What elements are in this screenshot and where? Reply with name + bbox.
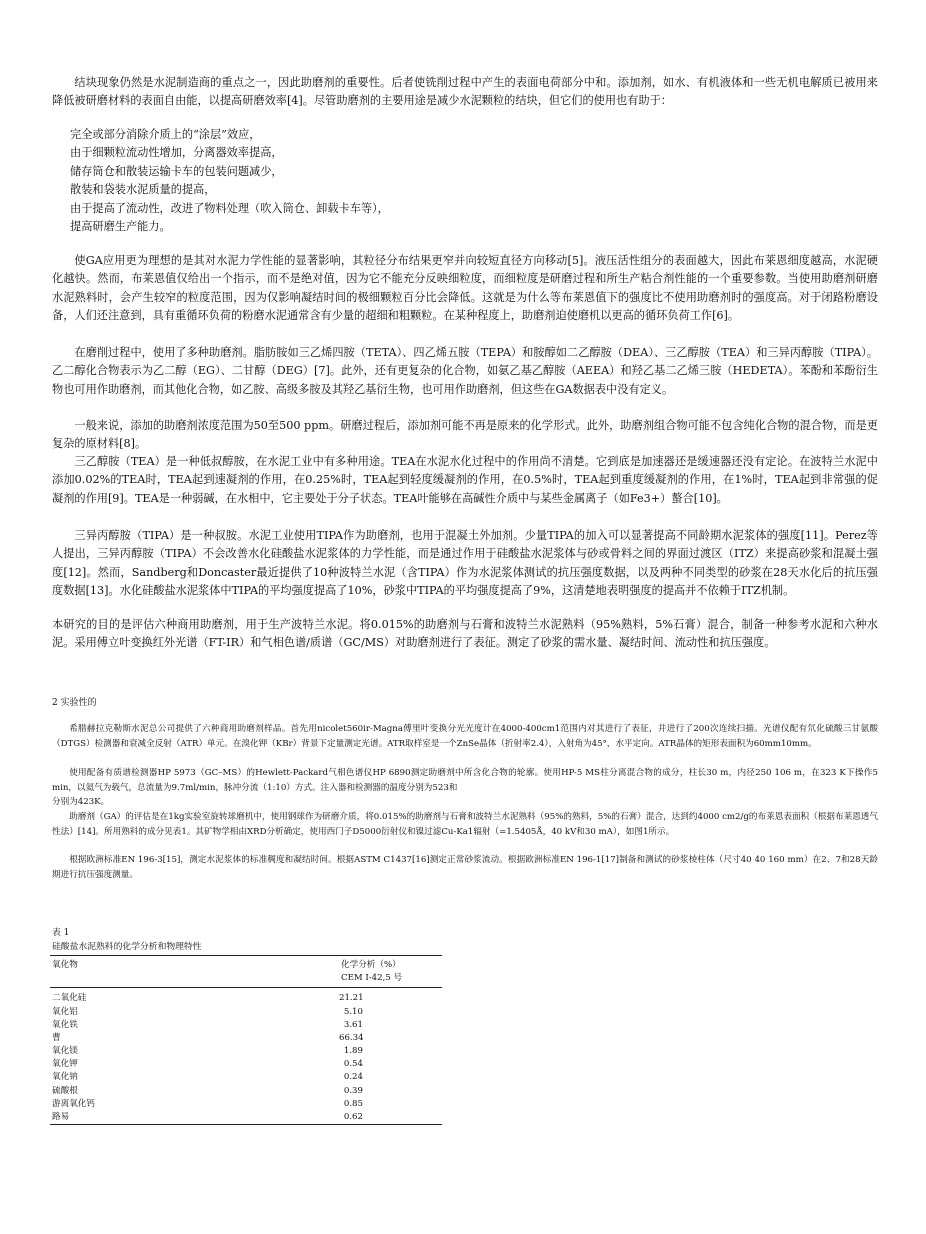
- table-cell-value-text: 3.61: [343, 1019, 363, 1030]
- intro-paragraph-6: 三异丙醇胺（TIPA）是一种叔胺。水泥工业使用TIPA作为助磨剂，也用于混凝土外加剂。少量TIPA的加入可以显著提高不同龄期水泥浆体的强度[11]。Perez等人提出，三异丙醇胺（TIPA）不会改善水化硅酸盐水泥浆体的力学性能，而是通过作用于硅酸盐水泥浆体与砂或骨料之间的界面过渡区（ITZ）来提高砂浆和混凝土强度[12]。然而，Sandberg和Doncaster最近提供了10种波特兰水泥（含TIPA）作为水泥浆体测试的抗压强度数据，以及两种不同类型的砂浆在28天水化后的抗压强度数据[13]。水化硅酸盐水泥浆体中TIPA的平均强度提高了10%，砂浆中TIPA的平均强度提高了9%，这清楚地表明强度的提高并不依赖于ITZ机制。: [52, 529, 878, 598]
- section-2-paragraph-2: 使用配备有质谱检测器HP 5973（GC–MS）的Hewlett-Packard气相色谱仪HP 6890测定助磨剂中所含化合物的轮廓。使用HP-5 MS柱分离混合物的成分，柱长30 m，内径250 106 m，在323 K下操作5 min，以氦气为载气，总流量为9.7ml/min，脉冲分流（1:10）方式。注入器和检测器的温度分别为523和: [52, 768, 878, 793]
- table-row: [50, 988, 442, 1006]
- table-cell-value-text: 0.39: [343, 1085, 363, 1096]
- table-cell-value-text: 0.85: [343, 1098, 363, 1109]
- table-cell-oxide: 氧化铝: [52, 1006, 78, 1017]
- table-cell-value: [339, 1098, 442, 1111]
- table-row: [50, 1005, 442, 1018]
- table-cell-oxide: 氧化钾: [52, 1059, 78, 1070]
- table-label: 表 1: [52, 928, 70, 938]
- table-header-analysis-line-1: 化学分析（%）: [341, 960, 401, 970]
- table-cell-value: [339, 1058, 442, 1071]
- table-cell-oxide: 氧化铁: [52, 1019, 78, 1030]
- benefits-list-item: 提高研磨生产能力。: [70, 220, 171, 234]
- table-header-analysis-line-2: CEM I-42,5 号: [341, 972, 403, 983]
- benefits-list-item: 储存筒仓和散装运输卡车的包装问题减少，: [70, 164, 283, 178]
- table-header-oxide: 氧化物: [50, 956, 339, 988]
- table-cell-oxide: 二氧化硅: [52, 993, 87, 1004]
- section-2-paragraph-2-continued: 分别为423K。: [52, 797, 110, 807]
- table-cell-value: [339, 1045, 442, 1058]
- table-cell-value-text: 5.10: [343, 1006, 363, 1017]
- table-cell-oxide: 氧化镁: [52, 1046, 78, 1057]
- section-2-title: 2 实验性的: [52, 698, 97, 708]
- table-row: [50, 1058, 442, 1071]
- table-cell-value: [339, 1032, 442, 1045]
- section-2-paragraph-3: 助磨剂（GA）的评估是在1kg实验室旋转球磨机中，使用钢球作为研磨介质，将0.015%的助磨剂与石膏和波特兰水泥熟料（95%的熟料，5%的石膏）混合，达到约4000 cm2/g的布莱恩表面积（根据布莱恩透气性法）[14]。所用熟料的成分见表1。其矿物学相由XRD分析确定，使用西门子D5000衍射仪和镍过滤Cu-Ka1辐射（=1.5405Å，40 kV和30 mA），如图1所示。: [52, 812, 878, 837]
- table-cell-oxide: 曹: [52, 1032, 61, 1043]
- intro-paragraph-3: 在磨削过程中，使用了多种助磨剂。脂肪胺如三乙烯四胺（TETA）、四乙烯五胺（TEPA）和胺醇如二乙醇胺（DEA）、三乙醇胺（TEA）和三异丙醇胺（TIPA）。乙二醇化合物表示为乙二醇（EG）、二甘醇（DEG）[7]。此外，还有更复杂的化合物，如氨乙基乙醇胺（AEEA）和羟乙基二乙烯三胺（HEDETA）。苯酚和苯酚衍生物也可用作助磨剂，而其他化合物，如乙胺、高级多胺及其羟乙基衍生物，也可用作助磨剂，但这些在GA数据表中没有定义。: [52, 346, 878, 396]
- table-caption: 硅酸盐水泥熟料的化学分析和物理特性: [52, 942, 202, 952]
- table-row: [50, 1071, 442, 1084]
- table-cell-value-text: 0.24: [343, 1072, 363, 1083]
- intro-paragraph-1: 结块现象仍然是水泥制造商的重点之一，因此助磨剂的重要性。后者使铣削过程中产生的表面电荷部分中和。添加剂，如水、有机液体和一些无机电解质已被用来降低被研磨材料的表面自由能，以提高研磨效率[4]。尽管助磨剂的主要用途是减少水泥颗粒的结块，但它们的使用也有助于：: [52, 76, 878, 108]
- table-row: [50, 1032, 442, 1045]
- table-cell-value: [339, 1084, 442, 1097]
- table-cell-value-text: 0.54: [343, 1059, 363, 1070]
- table-row: [50, 1018, 442, 1031]
- intro-paragraph-2: 使GA应用更为理想的是其对水泥力学性能的显著影响，其粒径分布结果更窄并向较短直径方向移动[5]。液压活性组分的表面越大，因此布莱恩细度越高，水泥硬化越快。然而，布莱恩值仅给出一个指示，而不是绝对值，因为它不能充分反映细粒度，而细粒度是研磨过程和所生产粘合剂性能的一个重要参数。当使用助磨剂研磨水泥熟料时，会产生较窄的粒度范围，因为仅影响凝结时间的极细颗粒百分比会降低。这就是为什么等布莱恩值下的强度比不使用助磨剂时的强度高。对于闭路粉磨设备，人们还注意到，具有重循环负荷的粉磨水泥通常含有少量的超细和粗颗粒。在某种程度上，助磨剂迫使磨机以更高的循环负荷工作[6]。: [52, 254, 878, 323]
- table-row: [50, 1111, 442, 1125]
- table-cell-value-text: 0.62: [343, 1112, 363, 1123]
- table-cell-oxide: 硫酸根: [52, 1085, 78, 1096]
- table-cell-value-text: 66.34: [339, 1032, 364, 1043]
- table-cell-oxide: 路易: [50, 1111, 339, 1125]
- table-cell-value: [339, 1071, 442, 1084]
- table-row: [50, 1084, 442, 1097]
- table-cell-value: [339, 988, 442, 1006]
- table-cell-oxide: 氧化钠: [52, 1072, 78, 1083]
- benefits-list-item: 由于提高了流动性，改进了物料处理（吹入筒仓、卸载卡车等），: [70, 201, 389, 215]
- table-cell-value: [339, 1111, 442, 1125]
- table-row: [50, 1045, 442, 1058]
- table-cell-value-text: 21.21: [339, 993, 364, 1004]
- table-cell-value: [339, 1018, 442, 1031]
- intro-paragraph-4: 一般来说，添加的助磨剂浓度范围为50至500 ppm。研磨过程后，添加剂可能不再是原来的化学形式。此外，助磨剂组合物可能不包含纯化合物的混合物，而是更复杂的原材料[8]。: [52, 419, 878, 451]
- table-cell-oxide: 游离氧化钙: [52, 1098, 95, 1109]
- table-header-analysis: [339, 956, 442, 988]
- table-1: [50, 955, 442, 1125]
- benefits-list-item: 完全或部分消除介质上的“涂层”效应，: [70, 128, 261, 141]
- benefits-list-item: 散装和袋装水泥质量的提高，: [70, 183, 216, 197]
- intro-paragraph-7: 本研究的目的是评估六种商用助磨剂，用于生产波特兰水泥。将0.015%的助磨剂与石膏和波特兰水泥熟料（95%熟料，5%石膏）混合，制备一种参考水泥和六种水泥。采用傅立叶变换红外光谱（FT-IR）和气相色谱/质谱（GC/MS）对助磨剂进行了表征。测定了砂浆的需水量、凝结时间、流动性和抗压强度。: [52, 618, 878, 650]
- benefits-list-item: 由于细颗粒流动性增加，分离器效率提高，: [70, 146, 283, 160]
- table-cell-value: [339, 1005, 442, 1018]
- section-2-paragraph-1: 希腊赫拉克勒斯水泥总公司提供了六种商用助磨剂样品。首先用nicolet560ir-Magna傅里叶变换分光光度计在4000-400cm1范围内对其进行了表征，并进行了200次连续扫描。光谱仪配有氘化硫酸三甘氨酸（DTGS）检测器和衰减全反射（ATR）单元。在溴化钾（KBr）背景下定量测定光谱。ATR取样室是一个ZnSe晶体（折射率2.4），入射角为45°，水平定向。ATR晶体的矩形表面积为60mm10mm。: [52, 724, 878, 749]
- section-2-paragraph-4: 根据欧洲标准EN 196-3[15]，测定水泥浆体的标准稠度和凝结时间。根据ASTM C1437[16]测定正常砂浆流动。根据欧洲标准EN 196-1[17]制备和测试的砂浆棱柱体（尺寸40 40 160 mm）在2、7和28天龄期进行抗压强度测量。: [52, 855, 878, 880]
- benefits-list: [70, 126, 770, 236]
- intro-paragraph-5: 三乙醇胺（TEA）是一种低叔醇胺，在水泥工业中有多种用途。TEA在水泥水化过程中的作用尚不清楚。它到底是加速器还是缓速器还没有定论。在波特兰水泥中添加0.02%的TEA时，TEA起到速凝剂的作用，在0.25%时，TEA起到轻度缓凝剂的作用，在0.5%时，TEA起到重度缓凝剂的作用，在1%时，TEA起到非常强的促凝剂的作用[9]。TEA是一种弱碱，在水相中，它主要处于分子状态。TEA叶能够在高碱性介质中与某些金属离子（如Fe3+）螯合[10]。: [52, 455, 878, 505]
- table-header-row: [50, 956, 442, 988]
- oxide-analysis-table: [50, 955, 442, 1125]
- table-cell-value-text: 1.89: [343, 1046, 363, 1057]
- table-row: [50, 1098, 442, 1111]
